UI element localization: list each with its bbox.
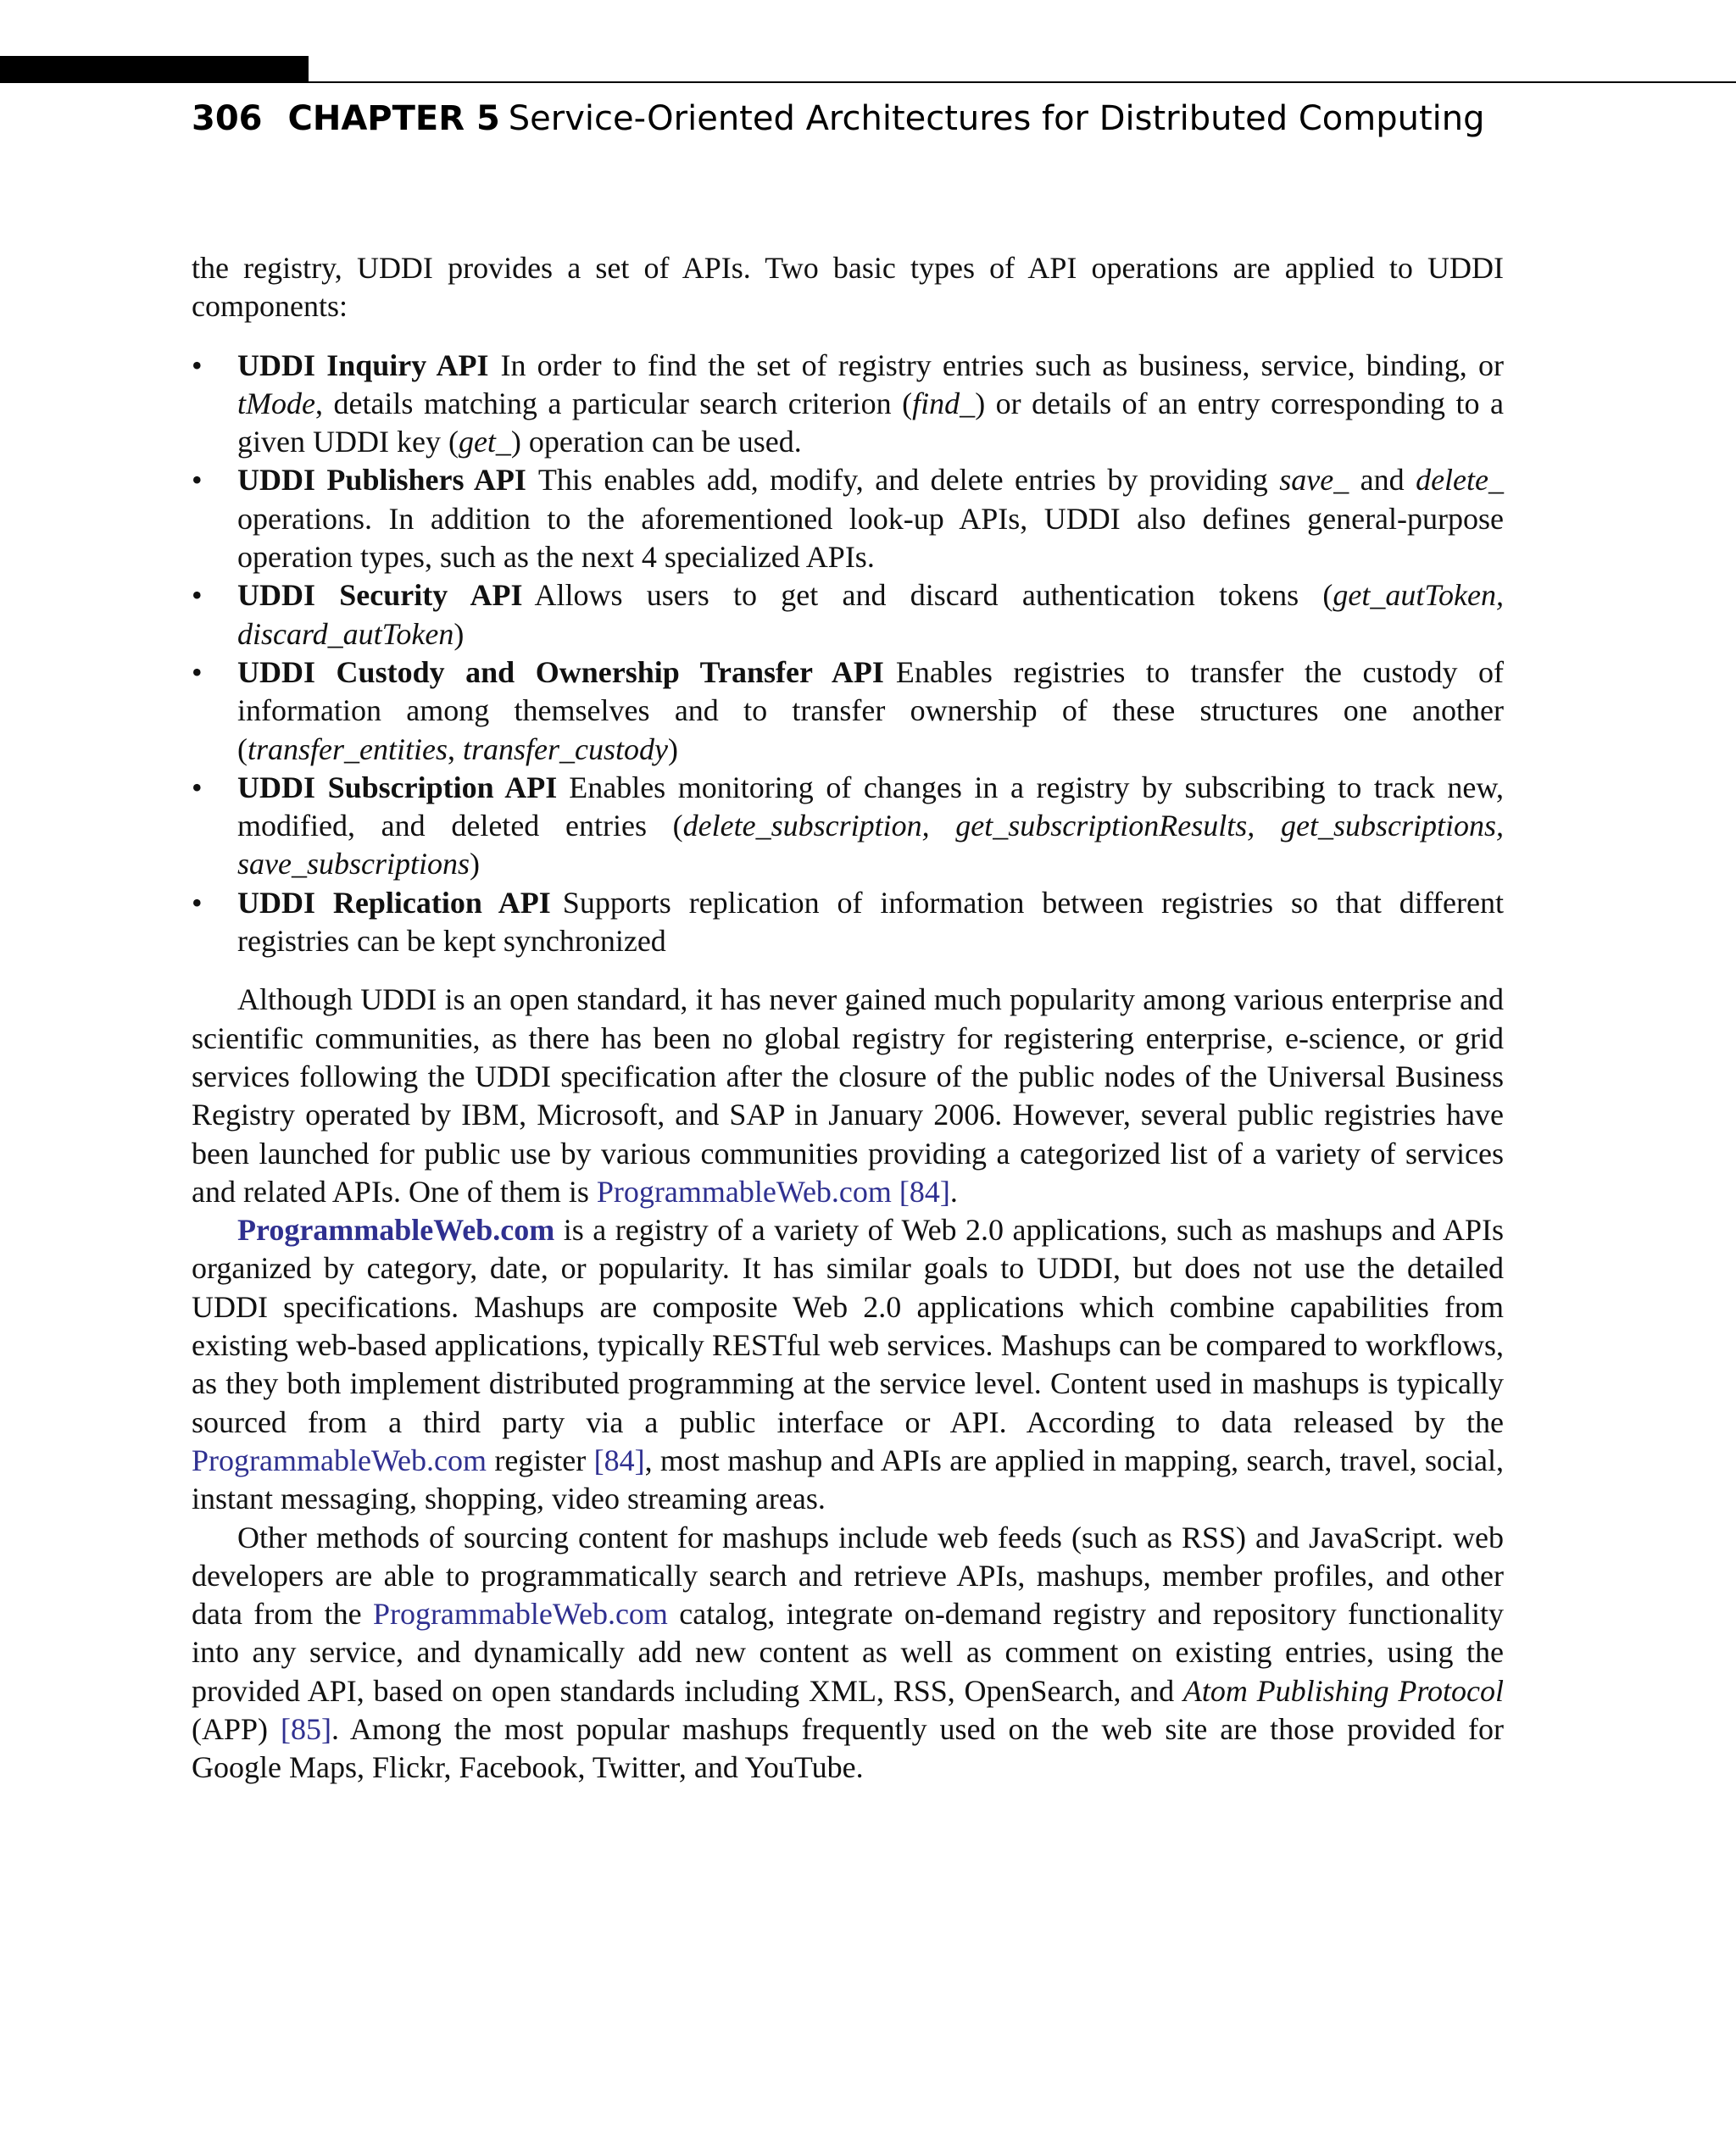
- reference-link[interactable]: [85]: [280, 1711, 331, 1746]
- text-run: In order to find the set of registry entries such as business, service, binding, or: [500, 348, 1504, 382]
- body-text: [192, 249, 1504, 1788]
- term: UDDI Publishers API: [237, 463, 526, 498]
- paragraph-programmableweb: [192, 1211, 1504, 1518]
- list-item-custody-transfer-api: [192, 653, 1504, 769]
- text-run: , details matching a particular search criterion (: [314, 386, 913, 420]
- running-head: [192, 95, 1485, 142]
- italic-run: delete_subscription, get_subscriptionResults, get_subscriptions, save_subscriptions: [237, 809, 1504, 881]
- bullet-icon: •: [192, 348, 203, 382]
- term: UDDI Replication API: [237, 885, 551, 920]
- bullet-icon: •: [192, 885, 203, 920]
- text-run: and: [1349, 463, 1416, 498]
- italic-run: get_autToken, discard_autToken: [237, 578, 1504, 651]
- intro-paragraph: the registry, UDDI provides a set of APIs. Two basic types of API operations are applied to UDDI components:: [192, 251, 1504, 324]
- programmableweb-link[interactable]: ProgrammableWeb.com: [596, 1174, 892, 1209]
- text-run: ) or details of an entry corresponding to a given UDDI key (: [237, 386, 1504, 459]
- text-run: . Among the most popular mashups frequently used on the web site are those provided for Google Maps, Flickr, Facebook, Twitter, and YouTube.: [192, 1711, 1504, 1785]
- reference-link[interactable]: [84]: [593, 1443, 645, 1477]
- reference-link[interactable]: [84]: [899, 1174, 950, 1209]
- list-item-replication-api: [192, 884, 1504, 961]
- api-bullet-list: [192, 347, 1504, 961]
- text-run: ): [667, 731, 678, 766]
- term: UDDI Inquiry API: [237, 348, 489, 382]
- text-run: is a registry of a variety of Web 2.0 applications, such as mashups and APIs organized by category, date, or popularity. It has similar goals to UDDI, but does not use the detailed UDDI specifications. Mashups are composite Web 2.0 applications which combine capabilities from existing web-based applications, typically RESTful web services. Mashups can be compared to workflows, as they both implement distributed programming at the service level. Content used in mashups is typically sourced from a third party via a public interface or API. According to data released by the: [192, 1213, 1504, 1439]
- text-run: Although UDDI is an open standard, it has never gained much popularity among various enterprise and scientific communities, as there has been no global registry for registering enterprise, e-science, or grid services following the UDDI specification after the closure of the public nodes of the Universal Business Registry operated by IBM, Microsoft, and SAP in January 2006. However, several public registries have been launched for public use by various communities providing a categorized list of a variety of services and related APIs. One of them is: [192, 982, 1504, 1209]
- italic-run: find_: [912, 386, 976, 420]
- text-run: Other methods of sourcing content for mashups include web feeds (such as RSS) and JavaScript. web developers are able to programmatically search and retrieve APIs, mashups, member profiles, and other data from the: [192, 1520, 1504, 1632]
- chapter-label: CHAPTER 5: [287, 99, 500, 138]
- text-run: (APP): [192, 1711, 281, 1746]
- text-run: ,: [448, 731, 463, 766]
- text-run: Enables registries to transfer the custody of information among themselves and to transfer ownership of these structures one another (: [237, 654, 1505, 766]
- text-run: ) operation can be used.: [510, 425, 802, 459]
- header-black-bar: [0, 56, 309, 83]
- italic-run: transfer_custody: [463, 731, 668, 766]
- bullet-icon: •: [192, 578, 203, 613]
- italic-run: save_: [1279, 463, 1349, 498]
- bullet-icon: •: [192, 463, 203, 498]
- text-run: This enables add, modify, and delete entries by providing: [537, 463, 1280, 498]
- italic-run: delete_: [1416, 463, 1505, 498]
- text-run: , most mashup and APIs are applied in mapping, search, travel, social, instant messaging, shopping, video streaming areas.: [192, 1443, 1504, 1516]
- italic-run: transfer_entities: [248, 731, 448, 766]
- term: UDDI Subscription API: [237, 770, 558, 804]
- page-number: 306: [192, 99, 263, 138]
- text-run: Allows users to get and discard authentication tokens (: [534, 578, 1333, 613]
- paragraph-sourcing-content: [192, 1519, 1504, 1788]
- programmableweb-link[interactable]: ProgrammableWeb.com: [192, 1443, 487, 1477]
- bullet-icon: •: [192, 770, 203, 804]
- text-run: ): [470, 847, 480, 881]
- list-item-subscription-api: [192, 769, 1504, 884]
- programmableweb-term: ProgrammableWeb.com: [237, 1213, 555, 1248]
- bullet-icon: •: [192, 654, 203, 689]
- text-run: register: [487, 1443, 594, 1477]
- term: UDDI Custody and Ownership Transfer API: [237, 654, 884, 689]
- paragraph-uddi-popularity: [192, 981, 1504, 1211]
- italic-run: tMode: [237, 386, 315, 420]
- text-run: operations. In addition to the aforementioned look-up APIs, UDDI also defines general-purpose operation types, such as the next 4 specialized APIs.: [237, 501, 1504, 575]
- text-run: Enables monitoring of changes in a registry by subscribing to track new, modified, and deleted entries (: [237, 770, 1504, 843]
- text-run: catalog, integrate on-demand registry and repository functionality into any service, and dynamically add new content as well as comment on existing entries, using the provided API, based on open standards including XML, RSS, OpenSearch, and: [192, 1597, 1504, 1708]
- programmableweb-link[interactable]: ProgrammableWeb.com: [372, 1597, 668, 1632]
- italic-run: get_: [458, 425, 511, 459]
- text-run: ): [453, 616, 465, 651]
- list-item-security-api: [192, 576, 1504, 653]
- italic-run: Atom Publishing Protocol: [1182, 1673, 1504, 1708]
- chapter-title: Service-Oriented Architectures for Distributed Computing: [508, 99, 1485, 138]
- text-run: .: [949, 1174, 958, 1209]
- list-item-inquiry-api: [192, 347, 1504, 462]
- text-run: Supports replication of information between registries so that different registries can be kept synchronized: [237, 885, 1504, 959]
- list-item-publishers-api: [192, 461, 1504, 576]
- term: UDDI Security API: [237, 578, 523, 613]
- header-rule: [309, 81, 1736, 83]
